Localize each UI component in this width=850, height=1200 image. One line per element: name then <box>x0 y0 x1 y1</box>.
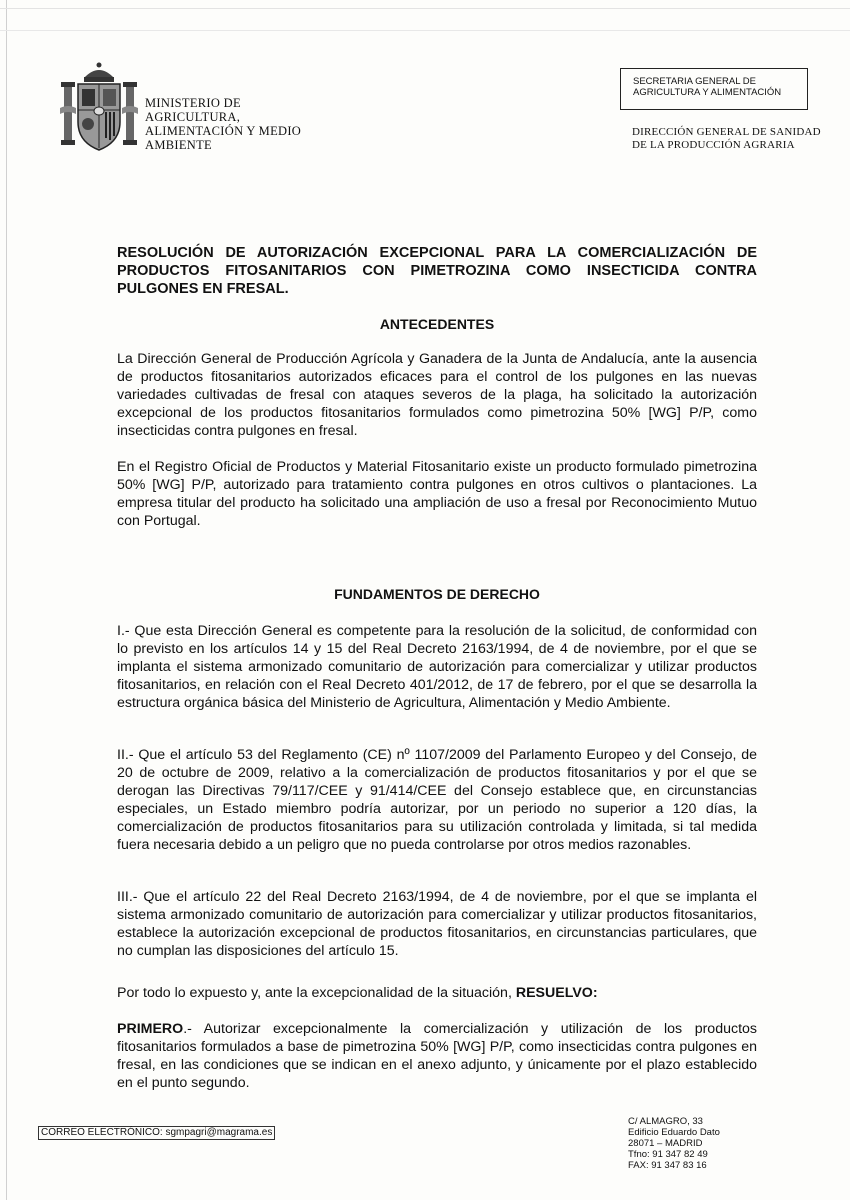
fundamentos-paragraph-1: I.- Que esta Dirección General es competente para la resolución de la solicitud, de conformidad con lo previsto en los artículos 14 y 15 del Real Decreto 2163/1994, de 4 de noviembre, por el que se implanta el sistema armonizado comunitario de autorización para comercializar y utilizar productos fitosanitarios, en relación con el Real Decreto 401/2012, de 17 de febrero, por el que se desarrolla la estructura orgánica básica del Ministerio de Agricultura, Alimentación y Medio Ambiente. <box>117 623 757 711</box>
fundamentos-paragraph-3: III.- Que el artículo 22 del Real Decreto 2163/1994, de 4 de noviembre, por el que se implanta el sistema armonizado comunitario de autorización para comercializar y utilizar productos fitosanitarios, establece la autorización excepcional de productos fitosanitarios, en circunstancias particulares, que no cumplan las disposiciones del artículo 15. <box>117 889 757 959</box>
email-footer: CORREO ELECTRÓNICO: sgmpagri@magrama.es <box>38 1126 275 1140</box>
address-line: Tfno: 91 347 82 49 <box>628 1149 708 1160</box>
address-line: 28071 – MADRID <box>628 1138 703 1149</box>
resuelvo-intro-text: Por todo lo expuesto y, ante la excepcionalidad de la situación, <box>117 985 516 1001</box>
secretaria-line: AGRICULTURA Y ALIMENTACIÓN <box>633 87 782 98</box>
antecedentes-paragraph-2: En el Registro Oficial de Productos y Material Fitosanitario existe un producto formulado pimetrozina 50% [WG] P/P, autorizado para tratamiento contra pulgones en otros cultivos o plantaciones. La empresa titular del producto ha solicitado una ampliación de uso a fresal por Reconocimiento Mutuo con Portugal. <box>117 459 757 529</box>
address-footer <box>628 1116 778 1171</box>
resuelvo-keyword: RESUELVO: <box>515 985 598 1001</box>
direccion-line: DE LA PRODUCCIÓN AGRARIA <box>632 139 795 151</box>
address-line: C/ ALMAGRO, 33 <box>628 1116 703 1127</box>
page-edge-line <box>6 0 7 1200</box>
page-top-line <box>0 8 850 9</box>
secretaria-line: SECRETARIA GENERAL DE <box>633 76 757 87</box>
coat-of-arms-icon <box>58 60 140 156</box>
antecedentes-heading: ANTECEDENTES <box>379 316 495 332</box>
primero-label: PRIMERO <box>117 1021 184 1037</box>
primero-text: .- Autorizar excepcionalmente la comercialización y utilización de los productos fitosanitarios formulados a base de pimetrozina 50% [WG] P/P, como insecticidas contra pulgones en fresal, en las condiciones que se indican en el anexo adjunto, y únicamente por el plazo establecido en el punto segundo. <box>117 1021 757 1091</box>
ministry-line: ALIMENTACIÓN Y MEDIO <box>145 124 302 138</box>
ministry-line: AGRICULTURA, <box>145 110 241 124</box>
fundamentos-heading: FUNDAMENTOS DE DERECHO <box>334 586 540 602</box>
resuelvo-intro <box>117 984 757 1002</box>
page-top-line-2 <box>0 30 850 31</box>
ministry-name <box>145 96 345 152</box>
primero-paragraph <box>117 1020 757 1092</box>
address-line: Edificio Eduardo Dato <box>628 1127 720 1138</box>
direccion-line: DIRECCIÓN GENERAL DE SANIDAD <box>632 126 821 138</box>
antecedentes-paragraph-1: La Dirección General de Producción Agrícola y Ganadera de la Junta de Andalucía, ante la ausencia de productos fitosanitarios autorizados eficaces para el control de los pulgones en las nuevas variedades cultivadas de fresal con ataques severos de la plaga, ha solicitado la autorización excepcional de los productos fitosanitarios formulados como pimetrozina 50% [WG] P/P, como insecticidas contra pulgones en fresal. <box>117 351 757 439</box>
ministry-line: AMBIENTE <box>145 138 212 152</box>
address-line: FAX: 91 347 83 16 <box>628 1160 707 1171</box>
secretaria-general-box <box>620 68 808 110</box>
direccion-general <box>632 126 842 152</box>
ministry-line: MINISTERIO DE <box>145 96 241 110</box>
document-title: RESOLUCIÓN DE AUTORIZACIÓN EXCEPCIONAL PARA LA COMERCIALIZACIÓN DE PRODUCTOS FITOSANITARIOS CON PIMETROZINA COMO INSECTICIDA CONTRA PULGONES EN FRESAL. <box>117 245 757 297</box>
fundamentos-paragraph-2: II.- Que el artículo 53 del Reglamento (CE) nº 1107/2009 del Parlamento Europeo y del Consejo, de 20 de octubre de 2009, relativo a la comercialización de productos fitosanitarios y por el que se derogan las Directivas 79/117/CEE y 91/414/CEE del Consejo establece que, en circunstancias especiales, un Estado miembro podría autorizar, por un periodo no superior a 120 días, la comercialización de productos fitosanitarios para su utilización controlada y limitada, si tal medida fuera necesaria debido a un peligro que no pueda controlarse por otros medios razonables. <box>117 747 757 853</box>
